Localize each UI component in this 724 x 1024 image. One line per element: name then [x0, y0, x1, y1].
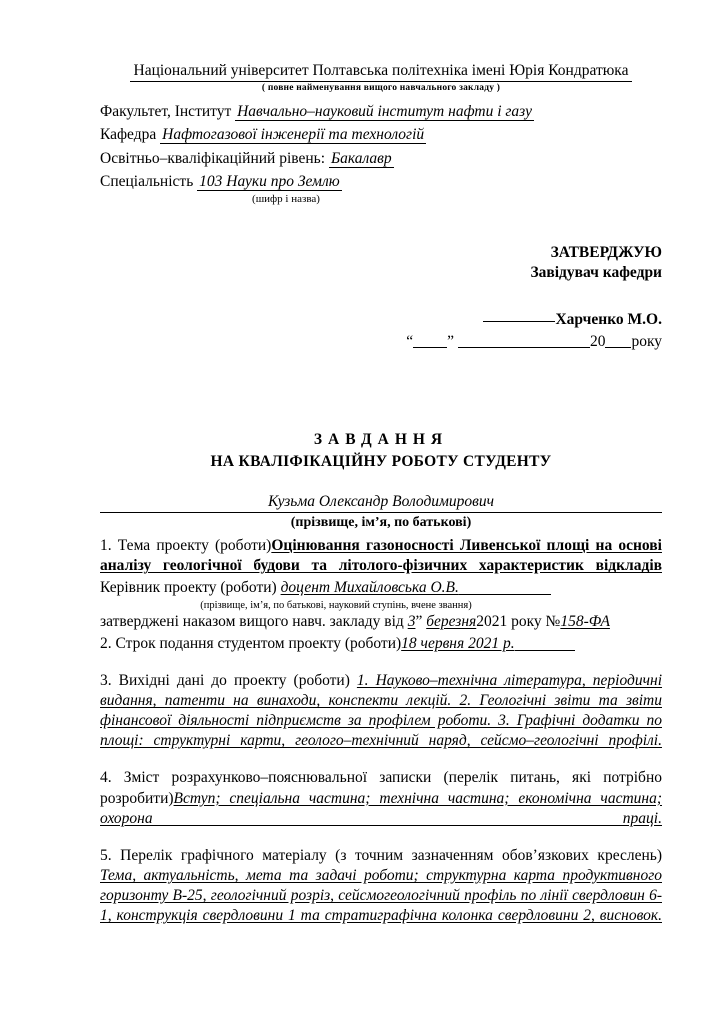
university-header — [100, 62, 662, 82]
graphics-value[interactable]: Тема, актуальність, мета та задачі роботи; структурна карта продуктивного горизонту В-25, геологічний розріз, сейсмогеологічний профіль по лінії свердловин 6-1, конструкція свердловини 1 та стратиграфічна колонка свердловини 2, висновок. — [100, 867, 662, 925]
order-number[interactable]: 158-ФА — [560, 612, 610, 630]
order-year: 2021 року № — [476, 612, 561, 630]
degree-value[interactable]: Бакалавр — [330, 149, 392, 167]
university-caption: ( повне найменування вищого навчального закладу ) — [261, 83, 501, 93]
approver-name: Харченко М.О. — [555, 311, 662, 329]
student-caption: (прізвище, ім’я, по батькові) — [290, 515, 472, 531]
student-block — [100, 493, 662, 531]
initial-data-value[interactable]: 1. Науково–технічна література, періодичні видання, патенти на винаходи, конспекти лекцій. 2. Геологічні звіти та звіти фінансової діяльності підприємств за профілем роботи. 3. Графічні додатки по площі: структурні карти, геолого–технічний наряд, сейсмо–геологічні профілі. — [100, 671, 663, 750]
section-order — [100, 612, 662, 632]
year-prefix: 20 — [589, 333, 606, 351]
section-graphics — [100, 846, 662, 927]
approver-position: Завідувач кафедри — [530, 264, 662, 282]
specialty-row — [100, 172, 662, 191]
department-label: Кафедра — [100, 126, 157, 144]
department-value[interactable]: Нафтогазової інженерії та технологій — [162, 126, 425, 144]
degree-row — [100, 149, 662, 168]
quote-open: “ — [406, 333, 414, 351]
supervisor-value[interactable]: доцент Михайловська О.В. — [280, 579, 459, 597]
graphics-label: 5. Перелік графічного матеріалу (з точним зазначенням обов’язкових креслень) — [100, 846, 662, 864]
order-month[interactable]: березня — [426, 612, 477, 630]
faculty-value[interactable]: Навчально–науковий інститут нафти і газу — [237, 103, 532, 120]
day-blank[interactable] — [413, 347, 447, 348]
section-initial-data — [100, 671, 662, 752]
supervisor-caption: (прізвище, ім’я, по батькові, науковий ступінь, вчене звання) — [200, 599, 472, 611]
department-row — [100, 125, 662, 144]
approve-word: ЗАТВЕРДЖУЮ — [550, 243, 662, 261]
faculty-row — [100, 102, 662, 121]
approval-date-row — [100, 332, 662, 353]
section-supervisor — [100, 578, 662, 598]
topic-value[interactable]: Оцінювання газоносності Ливенської площі на основі аналізу геологічної будови та літолого-фізичних характеристик відкладів — [100, 537, 662, 575]
title-line-1: ЗАВДАННЯ — [313, 431, 449, 449]
section-topic — [100, 536, 662, 576]
order-day[interactable]: 3 — [407, 612, 416, 630]
specialty-caption: (шифр і назва) — [252, 192, 320, 205]
initial-data-label: 3. Вихідні дані до проекту (роботи) — [100, 671, 350, 689]
approver-signature-row — [100, 310, 662, 331]
content-value[interactable]: Вступ; спеціальна частина; технічна частина; економічна частина; охорона праці. — [100, 789, 662, 827]
supervisor-blank[interactable] — [459, 594, 551, 595]
specialty-value[interactable]: 103 Науки про Землю — [199, 173, 340, 191]
title-line-2: НА КВАЛІФІКАЦІЙНУ РОБОТУ СТУДЕНТУ — [210, 453, 552, 471]
specialty-label: Спеціальність — [100, 173, 194, 191]
deadline-value[interactable]: 18 червня 2021 р. — [401, 634, 515, 652]
year-suffix: року — [631, 333, 662, 351]
faculty-label: Факультет, Інститут — [100, 103, 232, 120]
order-prefix: затверджені наказом вищого навч. закладу від — [100, 612, 404, 630]
supervisor-label: Керівник проекту (роботи) — [100, 579, 277, 597]
document-title — [100, 431, 662, 471]
deadline-label: 2. Строк подання студентом проекту (роботи) — [100, 634, 402, 652]
degree-label: Освітньо–кваліфікаційний рівень: — [100, 149, 326, 167]
month-blank[interactable] — [458, 347, 590, 348]
signature-line[interactable] — [483, 321, 555, 322]
year-blank[interactable] — [605, 347, 631, 348]
quote-close: ” — [447, 333, 455, 351]
university-name: Національний університет Полтавська політехніка імені Юрія Кондратюка — [130, 62, 633, 82]
approval-block — [100, 243, 662, 354]
order-quote: ” — [415, 612, 423, 630]
section-content — [100, 768, 662, 828]
content-label: 4. Зміст розрахунково–пояснювальної записки (перелік питань, які потрібно розробити) — [100, 769, 662, 807]
section-deadline — [100, 634, 662, 654]
deadline-blank[interactable] — [515, 650, 575, 651]
student-name[interactable]: Кузьма Олександр Володимирович — [100, 493, 662, 513]
topic-label: 1. Тема проекту (роботи) — [100, 537, 272, 555]
